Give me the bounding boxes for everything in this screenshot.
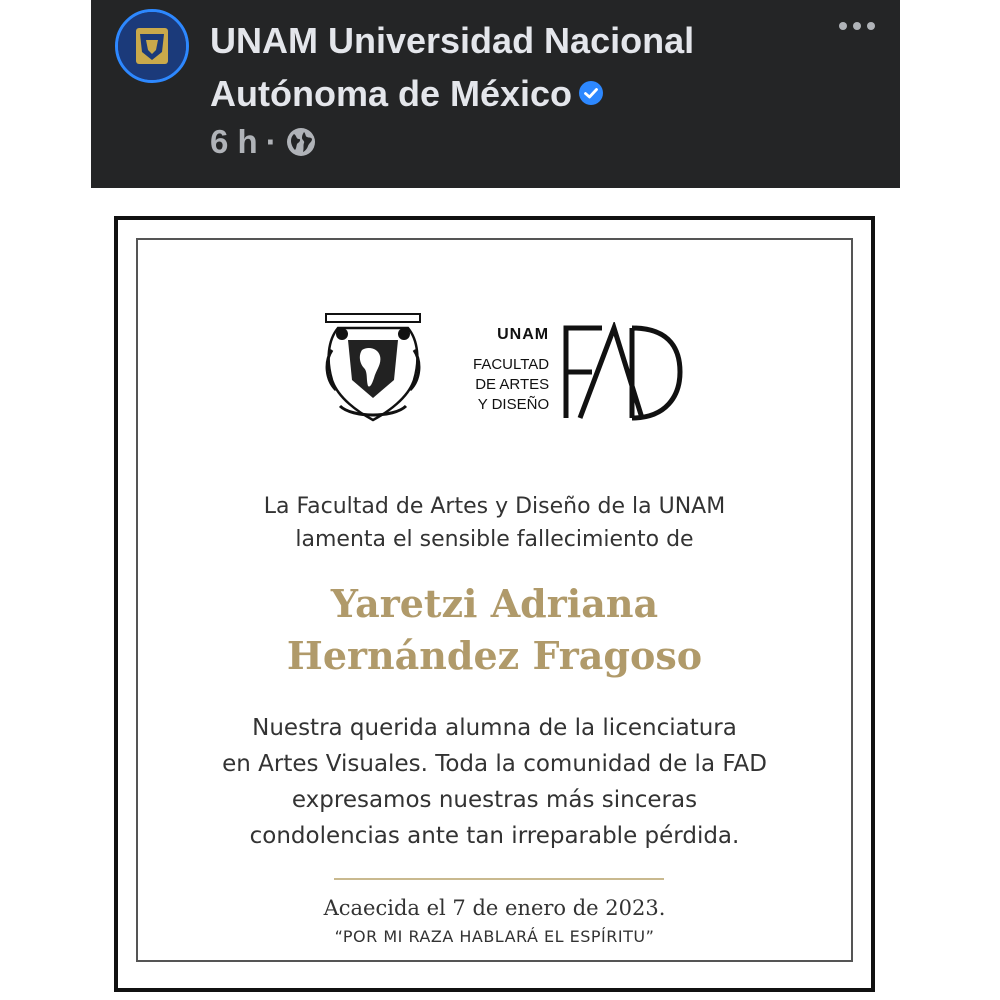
fad-logo-icon bbox=[562, 322, 684, 422]
page-name-line-1: UNAM Universidad Nacional bbox=[210, 20, 695, 61]
more-options-icon[interactable] bbox=[839, 16, 879, 36]
obituary-image[interactable] bbox=[114, 216, 875, 992]
page-avatar[interactable] bbox=[115, 9, 189, 83]
more-dot bbox=[839, 22, 847, 30]
intro-line-1: La Facultad de Artes y Diseño de la UNAM bbox=[263, 494, 726, 519]
more-dot bbox=[867, 22, 875, 30]
fad-brand-unam: UNAM bbox=[497, 326, 550, 343]
more-dot bbox=[853, 22, 861, 30]
verified-badge-icon bbox=[578, 80, 604, 106]
fad-brand-line-1: FACULTAD bbox=[473, 356, 550, 373]
motto-text: “POR MI RAZA HABLARÁ EL ESPÍRITU” bbox=[334, 927, 655, 946]
logos-row bbox=[138, 310, 851, 440]
condolence-line-4: condolencias ante tan irreparable pérdida. bbox=[249, 823, 740, 849]
intro-line-2: lamenta el sensible fallecimiento de bbox=[295, 527, 694, 552]
deceased-name bbox=[138, 578, 851, 682]
intro-text bbox=[138, 490, 851, 556]
globe-icon[interactable] bbox=[285, 126, 317, 158]
obituary-frame bbox=[136, 238, 853, 962]
unam-seal-avatar-icon bbox=[118, 12, 186, 80]
unam-seal-icon bbox=[318, 310, 428, 430]
post-meta bbox=[210, 118, 317, 166]
deceased-name-line-1: Yaretzi Adriana bbox=[330, 581, 659, 626]
meta-separator: · bbox=[265, 123, 277, 160]
divider bbox=[334, 878, 664, 880]
post-header bbox=[91, 0, 900, 188]
fad-brand-line-2: DE ARTES bbox=[475, 376, 550, 393]
condolence-text bbox=[138, 710, 851, 854]
page-name-line-2: Autónoma de México bbox=[210, 67, 810, 120]
condolence-line-2: en Artes Visuales. Toda la comunidad de la FAD bbox=[222, 751, 767, 777]
page-name[interactable] bbox=[210, 14, 810, 120]
deceased-name-line-2: Hernández Fragoso bbox=[286, 633, 703, 678]
post-timestamp[interactable]: 6 h bbox=[210, 123, 258, 160]
date-text: Acaecida el 7 de enero de 2023. bbox=[323, 896, 666, 920]
condolence-line-3: expresamos nuestras más sinceras bbox=[291, 787, 698, 813]
fad-brand-text bbox=[473, 325, 549, 415]
condolence-line-1: Nuestra querida alumna de la licenciatura bbox=[252, 715, 737, 741]
fad-brand-line-3: Y DISEÑO bbox=[477, 396, 550, 413]
